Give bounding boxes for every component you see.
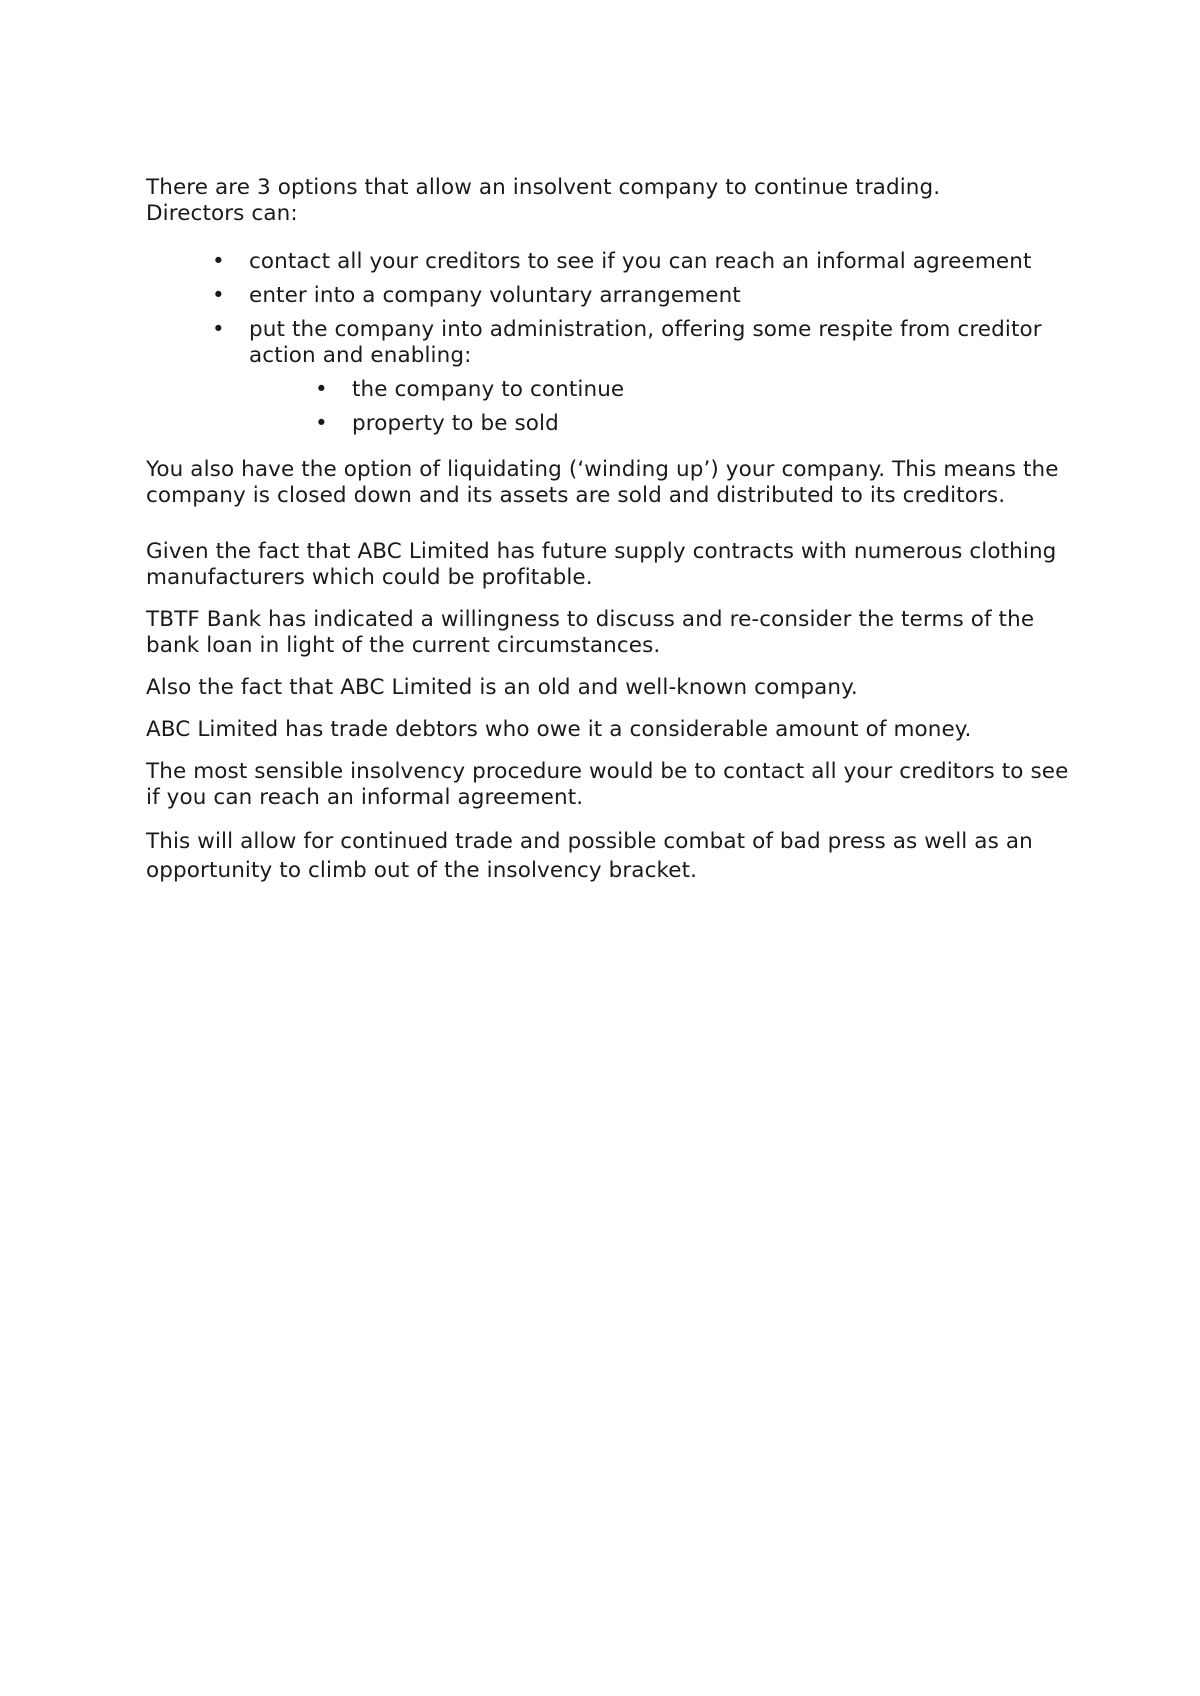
list-item-text: put the company into administration, offering some respite from creditor action and enabling: — [249, 317, 1042, 368]
bullet-icon: • — [212, 283, 225, 308]
list-item-text: enter into a company voluntary arrangement — [249, 283, 741, 308]
sub-list-item-text: property to be sold — [352, 411, 559, 436]
paragraph: TBTF Bank has indicated a willingness to discuss and re-consider the terms of the bank loan in light of the current circumstances. — [146, 607, 1035, 658]
intro-line: There are 3 options that allow an insolvent company to continue trading. — [146, 175, 941, 200]
sub-list-item — [249, 377, 1076, 403]
paragraph: ABC Limited has trade debtors who owe it a considerable amount of money. — [146, 717, 972, 742]
bullet-icon: • — [315, 377, 328, 402]
list-item-text: contact all your creditors to see if you can reach an informal agreement — [249, 249, 1032, 274]
document-body — [146, 175, 1076, 901]
paragraph: Also the fact that ABC Limited is an old and well-known company. — [146, 675, 858, 700]
sub-list-item — [249, 411, 1076, 437]
options-list — [146, 249, 1076, 437]
liquidation-paragraph: You also have the option of liquidating (‘winding up’) your company. This means the company is closed down and its assets are sold and distributed to its creditors. — [146, 457, 1059, 508]
intro-line: Directors can: — [146, 201, 298, 226]
list-item — [146, 249, 1076, 275]
intro-paragraph — [146, 175, 1076, 227]
sub-options-list — [249, 377, 1076, 437]
paragraph: Given the fact that ABC Limited has future supply contracts with numerous clothing manufacturers which could be profitable. — [146, 539, 1057, 590]
paragraph: This will allow for continued trade and possible combat of bad press as well as an opportunity to climb out of the insolvency bracket. — [146, 829, 1033, 883]
list-item — [146, 283, 1076, 309]
sub-list-item-text: the company to continue — [352, 377, 625, 402]
paragraph: The most sensible insolvency procedure would be to contact all your creditors to see if you can reach an informal agreement. — [146, 759, 1069, 810]
list-item — [146, 317, 1076, 437]
bullet-icon: • — [212, 317, 225, 342]
bullet-icon: • — [212, 249, 225, 274]
bullet-icon: • — [315, 411, 328, 436]
